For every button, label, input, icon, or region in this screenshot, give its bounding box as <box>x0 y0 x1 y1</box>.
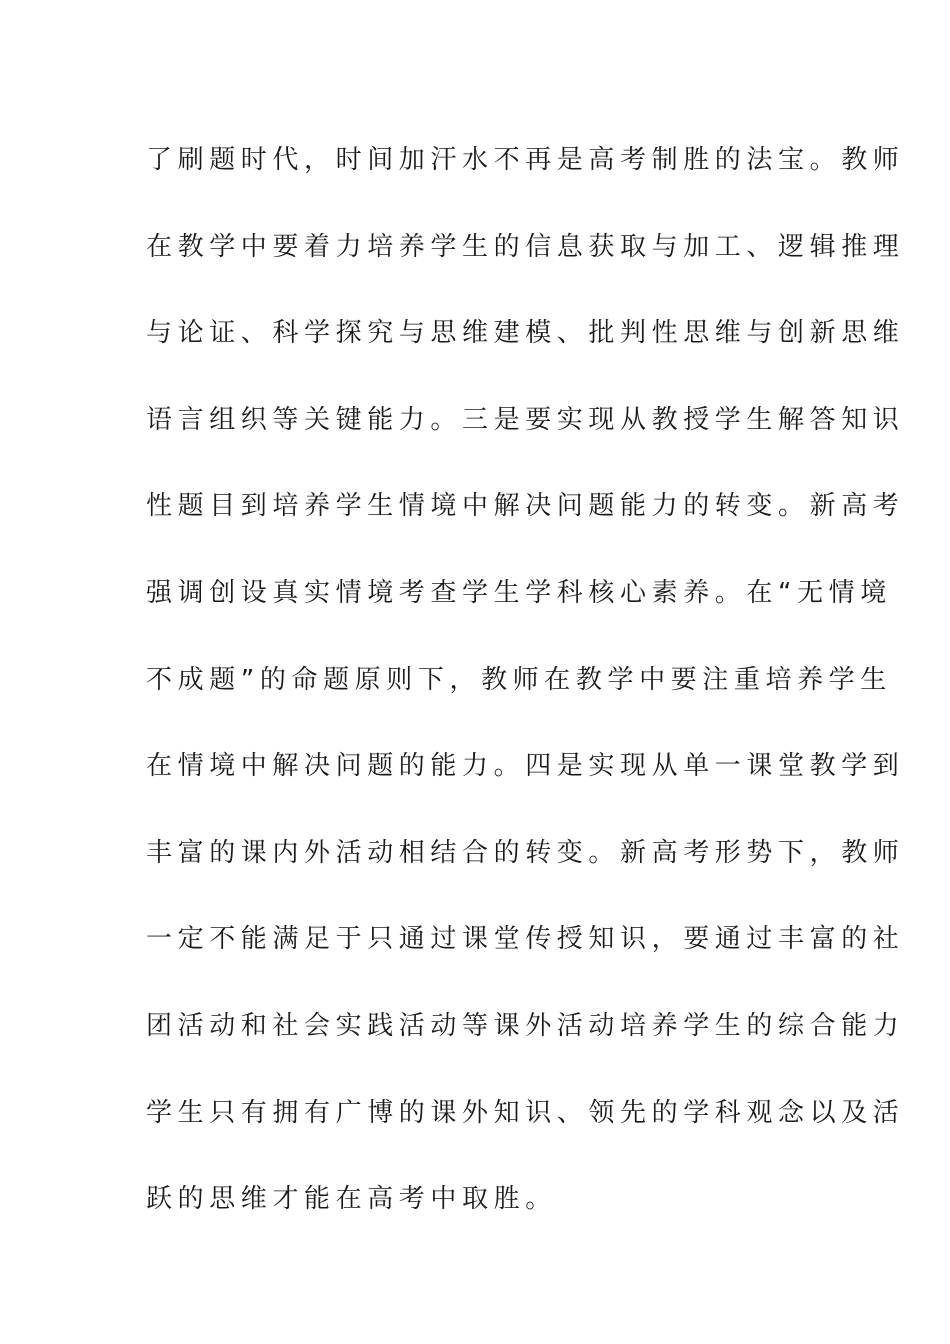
text-line-9: 丰富的课内外活动相结合的转变。新高考形势下，教师 <box>146 837 905 868</box>
text-line-2: 在教学中要着力培养学生的信息获取与加工、逻辑推理 <box>146 231 905 262</box>
text-line-13: 跃的思维才能在高考中取胜。 <box>146 1184 557 1215</box>
body-text <box>146 138 905 1264</box>
text-line-10: 一定不能满足于只通过课堂传授知识，要通过丰富的社 <box>146 924 905 955</box>
text-line-3: 与论证、科学探究与思维建模、批判性思维与创新思维 <box>146 318 905 349</box>
text-line-7: 不成题”的命题原则下，教师在教学中要注重培养学生 <box>146 664 892 695</box>
text-line-11: 团活动和社会实践活动等课外活动培养学生的综合能力 <box>146 1010 905 1041</box>
text-line-1: 了刷题时代，时间加汗水不再是高考制胜的法宝。教师 <box>146 145 905 175</box>
text-line-12: 学生只有拥有广博的课外知识、领先的学科观念以及活 <box>146 1097 905 1128</box>
text-line-8: 在情境中解决问题的能力。四是实现从单一课堂教学到 <box>146 751 905 782</box>
text-line-4: 语言组织等关键能力。三是要实现从教授学生解答知识 <box>146 404 905 435</box>
text-line-6: 强调创设真实情境考查学生学科核心素养。在“无情境 <box>146 577 892 608</box>
text-line-5: 性题目到培养学生情境中解决问题能力的转变。新高考 <box>146 491 905 522</box>
